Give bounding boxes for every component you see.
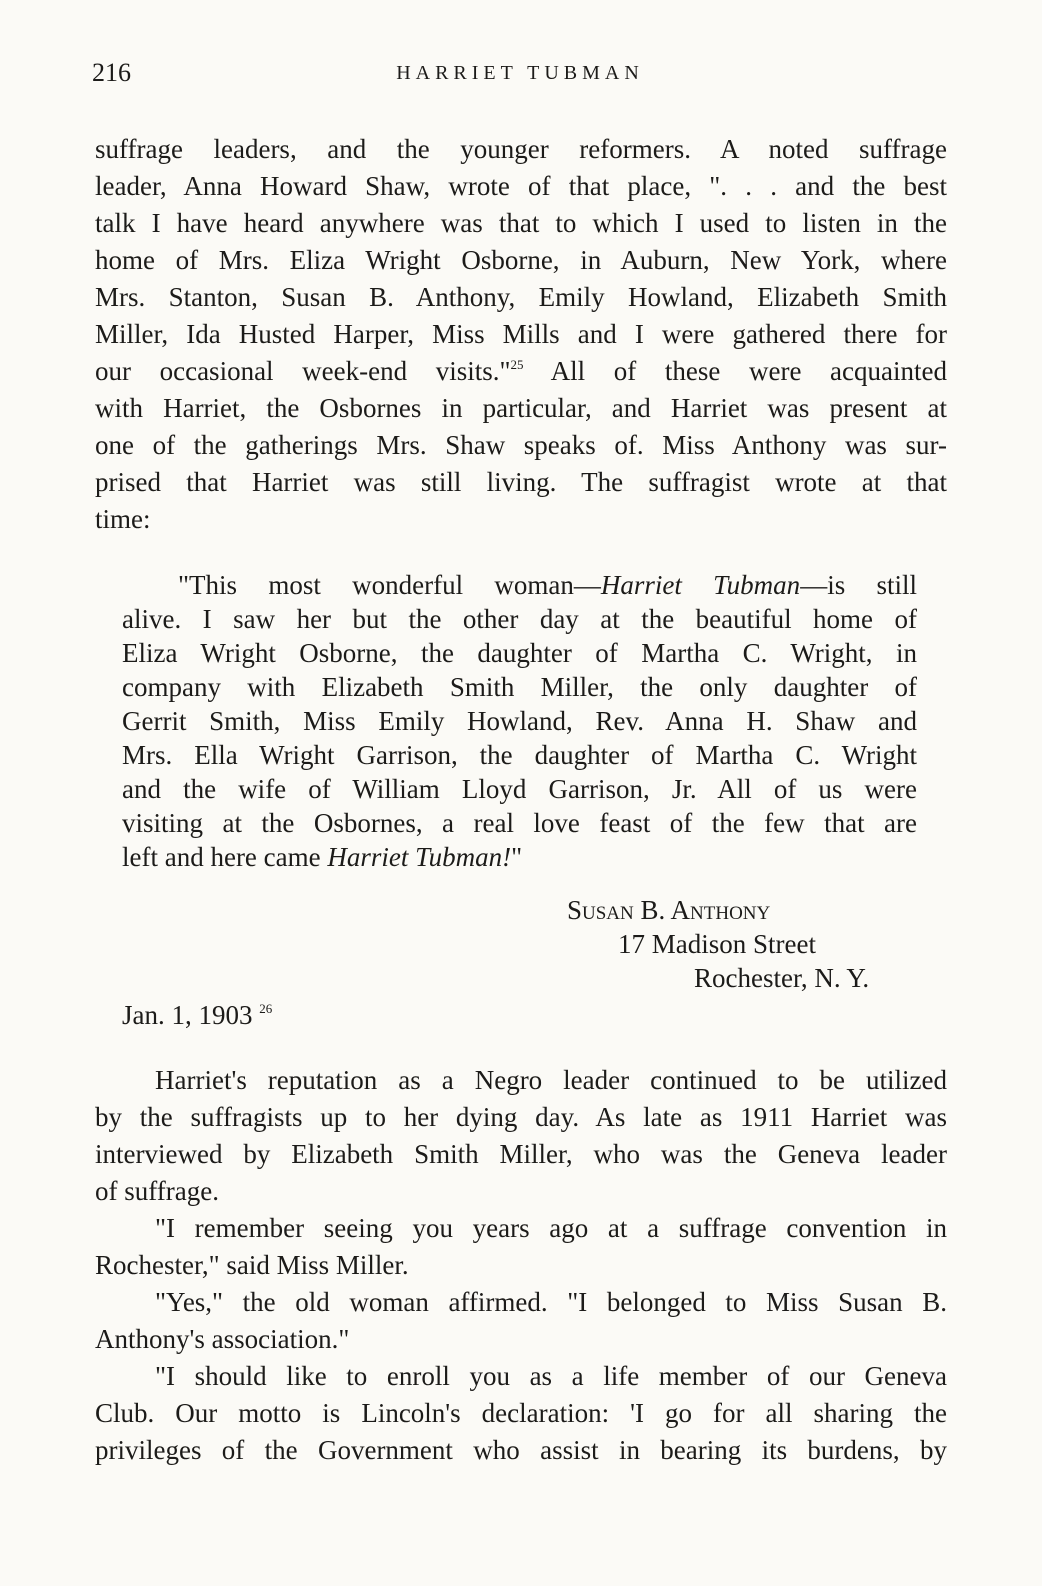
text-segment: " xyxy=(511,842,523,872)
text-line: "I should like to enroll you as a life member of our Geneva xyxy=(155,1361,947,1391)
text-line: Club. Our motto is Lincoln's declaration: 'I go for all sharing the xyxy=(95,1398,947,1428)
text-line: leader, Anna Howard Shaw, wrote of that place, ". . . and the best xyxy=(95,171,947,201)
text-line: one of the gatherings Mrs. Shaw speaks of. Miss Anthony was sur- xyxy=(95,430,947,460)
quote-line: Gerrit Smith, Miss Emily Howland, Rev. Anna H. Shaw and xyxy=(122,706,917,736)
text-line: by the suffragists up to her dying day. As late as 1911 Harriet was xyxy=(95,1102,947,1132)
text-line: Miller, Ida Husted Harper, Miss Mills and I were gathered there for xyxy=(95,319,947,349)
footnote-ref-26: 26 xyxy=(259,1001,273,1016)
signature-street: 17 Madison Street xyxy=(618,929,816,959)
text-line: Mrs. Stanton, Susan B. Anthony, Emily Howland, Elizabeth Smith xyxy=(95,282,947,312)
date-text: Jan. 1, 1903 xyxy=(122,1000,253,1030)
quote-line: Mrs. Ella Wright Garrison, the daughter of Martha C. Wright xyxy=(122,740,917,770)
text-line: talk I have heard anywhere was that to which I used to listen in the xyxy=(95,208,947,238)
quote-line: visiting at the Osbornes, a real love feast of the few that are xyxy=(122,808,917,838)
text-line: interviewed by Elizabeth Smith Miller, who was the Geneva leader xyxy=(95,1139,947,1169)
text-segment: —is still xyxy=(800,570,918,600)
footnote-ref-25: 25 xyxy=(510,357,524,372)
quote-line: and the wife of William Lloyd Garrison, Jr. All of us were xyxy=(122,774,917,804)
page-header xyxy=(92,58,948,94)
running-head: HARRIET TUBMAN xyxy=(396,62,644,84)
text-segment: All of these were acquainted xyxy=(523,356,947,386)
quote-line: Eliza Wright Osborne, the daughter of Martha C. Wright, in xyxy=(122,638,917,668)
text-line: home of Mrs. Eliza Wright Osborne, in Auburn, New York, where xyxy=(95,245,947,275)
text-line: "Yes," the old woman affirmed. "I belonged to Miss Susan B. xyxy=(155,1287,947,1317)
signature-name: Susan B. Anthony xyxy=(567,895,771,925)
text-line xyxy=(95,353,947,389)
quote-line: company with Elizabeth Smith Miller, the only daughter of xyxy=(122,672,917,702)
text-segment: our occasional week-end visits." xyxy=(95,356,511,386)
page-number: 216 xyxy=(92,58,131,87)
quote-line xyxy=(122,839,917,875)
text-line: suffrage leaders, and the younger reformers. A noted suffrage xyxy=(95,134,947,164)
signature-city: Rochester, N. Y. xyxy=(694,963,870,993)
italic-name: Harriet Tubman xyxy=(600,570,801,600)
quote-line: alive. I saw her but the other day at the beautiful home of xyxy=(122,604,917,634)
signature-date xyxy=(122,997,272,1033)
text-segment: left and here came xyxy=(122,842,328,872)
text-line: Rochester," said Miss Miller. xyxy=(95,1250,409,1280)
italic-name: Harriet Tubman! xyxy=(327,842,512,872)
text-line: privileges of the Government who assist in bearing its burdens, by xyxy=(95,1435,947,1465)
text-line: "I remember seeing you years ago at a suffrage convention in xyxy=(155,1213,947,1243)
text-line: Harriet's reputation as a Negro leader continued to be utilized xyxy=(155,1065,947,1095)
text-line: time: xyxy=(95,504,151,534)
text-line: prised that Harriet was still living. The suffragist wrote at that xyxy=(95,467,947,497)
quote-line xyxy=(122,567,917,603)
text-line: Anthony's association." xyxy=(95,1324,350,1354)
text-line: of suffrage. xyxy=(95,1176,219,1206)
text-segment: "This most wonderful woman— xyxy=(178,570,601,600)
text-line: with Harriet, the Osbornes in particular, and Harriet was present at xyxy=(95,393,947,423)
